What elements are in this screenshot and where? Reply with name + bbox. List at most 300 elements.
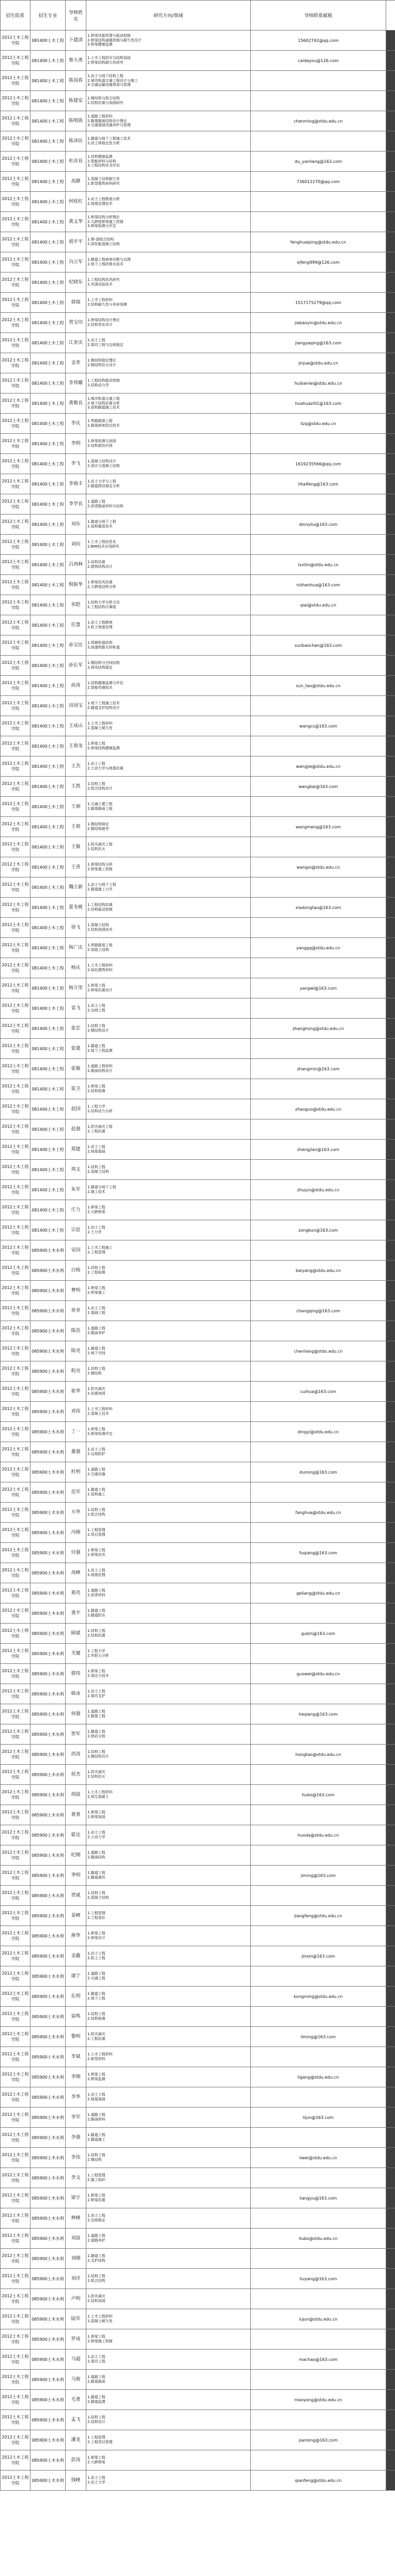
supervisor-cell: 马超 bbox=[66, 2350, 86, 2370]
table-row bbox=[1, 575, 395, 595]
email-cell[interactable]: heqiang@163.com bbox=[251, 1704, 386, 1724]
direction-line: 1.岩土与地下工程 bbox=[87, 883, 116, 887]
direction-line: 1.隧道工程病害诊断与治理 bbox=[87, 257, 131, 262]
note-cell bbox=[386, 1482, 395, 1503]
header-supervisor: 导师姓名 bbox=[66, 1, 86, 31]
unit-cell: 2012土木工程学院 bbox=[1, 797, 31, 817]
major-cell: 081400土木工程 bbox=[31, 555, 66, 575]
direction-line: 1.结构工程 bbox=[87, 782, 105, 786]
email-cell bbox=[251, 192, 386, 212]
note-cell bbox=[386, 1805, 395, 1825]
supervisor-cell: 范军 bbox=[66, 1482, 86, 1503]
major-cell: 085900土木水利 bbox=[31, 2471, 66, 2491]
major-cell: 081400土木工程 bbox=[31, 454, 66, 474]
email-cell bbox=[251, 1402, 386, 1422]
major-cell: 085900土木水利 bbox=[31, 2249, 66, 2269]
note-cell bbox=[386, 777, 395, 797]
supervisor-cell: 顾斌 bbox=[66, 1624, 86, 1644]
direction-line: 1.道路工程 bbox=[87, 1467, 105, 1472]
email-cell[interactable]: jiangfeng@stdu.edu.cn bbox=[251, 1906, 386, 1926]
direction-line: 2.桥梁抗风 bbox=[87, 1553, 105, 1557]
supervisor-cell: 张敏 bbox=[66, 1059, 86, 1079]
unit-cell: 2012土木工程学院 bbox=[1, 1281, 31, 1301]
supervisor-cell: 杜明 bbox=[66, 1462, 86, 1482]
email-cell[interactable]: ligang@stdu.edu.cn bbox=[251, 2067, 386, 2087]
major-cell: 081400土木工程 bbox=[31, 514, 66, 535]
email-cell[interactable]: 736012270@qq.com bbox=[251, 172, 386, 192]
email-cell[interactable]: dingyi@stdu.edu.cn bbox=[251, 1422, 386, 1442]
table-row bbox=[1, 212, 395, 232]
direction-cell bbox=[86, 31, 251, 51]
email-cell[interactable]: huibanlei@stdu.edu.cn bbox=[251, 373, 386, 393]
email-cell bbox=[251, 1966, 386, 1987]
direction-cell bbox=[86, 837, 251, 857]
major-cell: 081400土木工程 bbox=[31, 635, 66, 656]
direction-line: 1.土木工程防灾与结构加固 bbox=[87, 56, 131, 60]
direction-line: 2.工程造价 bbox=[87, 1916, 105, 1920]
unit-cell: 2012土木工程学院 bbox=[1, 474, 31, 494]
header-note bbox=[386, 1, 395, 31]
direction-line: 1.岩土工程 bbox=[87, 1689, 105, 1694]
note-cell bbox=[386, 555, 395, 575]
direction-line: 1.结构工程 bbox=[87, 1367, 105, 1371]
unit-cell: 2012土木工程学院 bbox=[1, 1321, 31, 1341]
email-cell bbox=[251, 1523, 386, 1543]
supervisor-cell: 张宏 bbox=[66, 1019, 86, 1039]
direction-line: 3.桥梁检测与评定 bbox=[87, 224, 116, 229]
direction-cell bbox=[86, 434, 251, 454]
email-cell[interactable]: chenliang@stdu.edu.cn bbox=[251, 1341, 386, 1361]
major-cell: 085900土木水利 bbox=[31, 1402, 66, 1422]
email-cell[interactable]: fuqiang@163.com bbox=[251, 1543, 386, 1563]
email-cell[interactable]: lizq@stdu.edu.cn bbox=[251, 414, 386, 434]
email-cell[interactable]: huahuazi01@163.com bbox=[251, 393, 386, 414]
direction-line: 2.工程检测 bbox=[87, 1270, 105, 1275]
table-row bbox=[1, 1341, 395, 1361]
email-cell[interactable]: lihaifeng@163.com bbox=[251, 474, 386, 494]
table-row bbox=[1, 1966, 395, 1987]
direction-line: 2.桥梁监测 bbox=[87, 2077, 105, 2081]
supervisor-cell: 张建 bbox=[66, 1039, 86, 1059]
supervisor-cell: 邓伟 bbox=[66, 1402, 86, 1422]
direction-line: 1.交通土建工程 bbox=[87, 802, 113, 807]
direction-cell bbox=[86, 2309, 251, 2329]
email-cell[interactable]: fanghua@stdu.edu.cn bbox=[251, 1503, 386, 1523]
note-cell bbox=[386, 1866, 395, 1886]
supervisor-cell: 陆军 bbox=[66, 2309, 86, 2329]
email-cell[interactable]: sunbaochen@163.com bbox=[251, 635, 386, 656]
major-cell: 081400土木工程 bbox=[31, 777, 66, 797]
unit-cell: 2012土木工程学院 bbox=[1, 2309, 31, 2329]
email-cell[interactable]: xiadongtao@163.com bbox=[251, 898, 386, 918]
table-row bbox=[1, 1220, 395, 1240]
table-row bbox=[1, 1059, 395, 1079]
note-cell bbox=[386, 535, 395, 555]
major-cell: 081400土木工程 bbox=[31, 494, 66, 514]
direction-line: 1.桥梁工程 bbox=[87, 1548, 105, 1553]
email-cell[interactable]: panlong@163.com bbox=[251, 2430, 386, 2450]
unit-cell: 2012土木工程学院 bbox=[1, 2471, 31, 2491]
note-cell bbox=[386, 192, 395, 212]
direction-line: 2.钢结构疲劳 bbox=[87, 827, 109, 831]
supervisor-cell: 冯刚 bbox=[66, 1523, 86, 1543]
direction-cell bbox=[86, 1180, 251, 1200]
email-cell[interactable]: wangcs@163.com bbox=[251, 716, 386, 736]
direction-line: 1.地下工程施工技术 bbox=[87, 701, 120, 706]
table-row bbox=[1, 51, 395, 71]
unit-cell: 2012土木工程学院 bbox=[1, 575, 31, 595]
email-cell[interactable]: jinxin@163.com bbox=[251, 1946, 386, 1966]
note-cell bbox=[386, 2430, 395, 2450]
email-cell[interactable]: 15602742@qq.com bbox=[251, 31, 386, 51]
email-cell[interactable]: xjfeng999@126.com bbox=[251, 252, 386, 272]
supervisor-cell: 葛亮 bbox=[66, 1583, 86, 1603]
direction-line: 1.工程结构抗震 bbox=[87, 903, 113, 907]
direction-line: 1.岩土工程 bbox=[87, 1225, 105, 1230]
email-cell[interactable]: yangwl@163.com bbox=[251, 978, 386, 998]
direction-line: 1.桥梁检测与加固 bbox=[87, 439, 116, 444]
unit-cell: 2012土木工程学院 bbox=[1, 1039, 31, 1059]
email-cell[interactable]: du_yanliang@163.com bbox=[251, 151, 386, 172]
email-cell[interactable]: jiangyaqing@163.com bbox=[251, 333, 386, 353]
direction-line: 1.隧道工程 bbox=[87, 1044, 105, 1049]
direction-line: 2.岩土力学 bbox=[87, 2480, 105, 2484]
note-cell bbox=[386, 1966, 395, 1987]
email-cell[interactable]: machao@163.com bbox=[251, 2350, 386, 2370]
unit-cell: 2012土木工程学院 bbox=[1, 232, 31, 252]
direction-line: 2.再生混凝土 bbox=[87, 1795, 109, 1799]
note-cell bbox=[386, 2289, 395, 2309]
email-cell[interactable]: cuihua@163.com bbox=[251, 1382, 386, 1402]
direction-cell bbox=[86, 2007, 251, 2027]
email-cell[interactable]: maoyong@stdu.edu.cn bbox=[251, 2390, 386, 2410]
unit-cell: 2012土木工程学院 bbox=[1, 252, 31, 272]
direction-cell bbox=[86, 1563, 251, 1583]
direction-line: 2.结构优化设计 bbox=[87, 323, 113, 327]
email-cell[interactable]: hongtao@stdu.edu.cn bbox=[251, 1745, 386, 1765]
email-cell[interactable]: baiyang@stdu.edu.cn bbox=[251, 1261, 386, 1281]
direction-line: 2.隧道施工力学 bbox=[87, 887, 113, 891]
email-cell[interactable]: wangkai@163.com bbox=[251, 777, 386, 797]
major-cell: 085900土木水利 bbox=[31, 1966, 66, 1987]
email-cell[interactable]: wangxi@stdu.edu.cn bbox=[251, 857, 386, 877]
unit-cell: 2012土木工程学院 bbox=[1, 1603, 31, 1624]
email-cell[interactable]: geliang@stdu.edu.cn bbox=[251, 1583, 386, 1603]
major-cell: 085900土木水利 bbox=[31, 1785, 66, 1805]
email-cell[interactable]: 1517175279@qq.com bbox=[251, 293, 386, 313]
note-cell bbox=[386, 1442, 395, 1462]
note-cell bbox=[386, 918, 395, 938]
direction-cell bbox=[86, 2148, 251, 2168]
email-cell[interactable]: fenghuaiping@stdu.edu.cn bbox=[251, 232, 386, 252]
major-cell: 085900土木水利 bbox=[31, 1644, 66, 1664]
direction-cell bbox=[86, 1745, 251, 1765]
table-row bbox=[1, 1563, 395, 1583]
major-cell: 081400土木工程 bbox=[31, 716, 66, 736]
email-cell bbox=[251, 837, 386, 857]
email-cell[interactable]: liubo@stdu.edu.cn bbox=[251, 2229, 386, 2249]
note-cell bbox=[386, 2027, 395, 2047]
direction-line: 1.土木工程材料 bbox=[87, 2052, 113, 2057]
supervisor-cell: 李强 bbox=[66, 2128, 86, 2148]
email-cell bbox=[251, 696, 386, 716]
note-cell bbox=[386, 252, 395, 272]
direction-line: 1.岩土工程 bbox=[87, 2355, 105, 2359]
email-cell[interactable]: jiabaoyin@stdu.edu.cn bbox=[251, 313, 386, 333]
supervisor-cell: 白杨 bbox=[66, 1261, 86, 1281]
email-cell[interactable]: chenming@stdu.edu.cn bbox=[251, 111, 386, 131]
unit-cell: 2012土木工程学院 bbox=[1, 2007, 31, 2027]
direction-line: 1.岩土工程勘察 bbox=[87, 620, 113, 625]
direction-line: 2.软土地基处理 bbox=[87, 625, 113, 629]
direction-line: 2.工程抗震 bbox=[87, 1129, 105, 1133]
direction-line: 2.组合结构设计 bbox=[87, 786, 113, 791]
direction-line: 1.防灾减灾 bbox=[87, 1387, 105, 1391]
direction-cell bbox=[86, 1523, 251, 1543]
email-cell[interactable]: changqing@163.com bbox=[251, 1301, 386, 1321]
email-cell[interactable]: jinjue@stdu.edu.cn bbox=[251, 353, 386, 373]
email-cell[interactable]: zhaoguo@stdu.edu.cn bbox=[251, 1099, 386, 1119]
email-cell[interactable]: zongkun@163.com bbox=[251, 1220, 386, 1240]
direction-cell bbox=[86, 71, 251, 91]
unit-cell: 2012土木工程学院 bbox=[1, 2027, 31, 2047]
direction-line: 1.桥梁工程 bbox=[87, 1084, 105, 1089]
supervisor-cell: 李斌 bbox=[66, 2047, 86, 2067]
unit-cell: 2012土木工程学院 bbox=[1, 938, 31, 958]
table-row bbox=[1, 1926, 395, 1946]
supervisor-cell: 王萌 bbox=[66, 817, 86, 837]
email-cell[interactable]: huoda@stdu.edu.cn bbox=[251, 1825, 386, 1845]
table-row bbox=[1, 2108, 395, 2128]
supervisor-cell: 刘刚 bbox=[66, 2249, 86, 2269]
direction-line: 2.智能材料与结构 bbox=[87, 159, 116, 163]
direction-cell bbox=[86, 2269, 251, 2289]
email-cell[interactable]: gubin@163.com bbox=[251, 1624, 386, 1644]
unit-cell: 2012土木工程学院 bbox=[1, 1704, 31, 1724]
major-cell: 085900土木水利 bbox=[31, 2329, 66, 2350]
unit-cell: 2012土木工程学院 bbox=[1, 1019, 31, 1039]
major-cell: 085900土木水利 bbox=[31, 1382, 66, 1402]
major-cell: 081400土木工程 bbox=[31, 1140, 66, 1160]
note-cell bbox=[386, 1664, 395, 1684]
email-cell[interactable]: zhangmin@163.com bbox=[251, 1059, 386, 1079]
note-cell bbox=[386, 1503, 395, 1523]
email-cell[interactable]: zhujun@stdu.edu.cn bbox=[251, 1180, 386, 1200]
major-cell: 085900土木水利 bbox=[31, 1866, 66, 1886]
direction-line: 2.工程抗震 bbox=[87, 2037, 105, 2041]
direction-line: 2.智能传感技术 bbox=[87, 686, 113, 690]
supervisor-cell: 曹明 bbox=[66, 1281, 86, 1301]
unit-cell: 2012土木工程学院 bbox=[1, 1180, 31, 1200]
note-cell bbox=[386, 1099, 395, 1119]
note-cell bbox=[386, 2269, 395, 2289]
direction-line: 1.钢-混组合结构 bbox=[87, 237, 114, 242]
direction-line: 2.工程管理 bbox=[87, 1250, 105, 1254]
unit-cell: 2012土木工程学院 bbox=[1, 1503, 31, 1523]
direction-line: 2.沥青材料 bbox=[87, 1593, 105, 1597]
email-cell[interactable]: qianfeng@stdu.edu.cn bbox=[251, 2471, 386, 2491]
email-cell[interactable]: lijun@163.com bbox=[251, 2108, 386, 2128]
email-cell[interactable]: hubo@163.com bbox=[251, 1785, 386, 1805]
unit-cell: 2012土木工程学院 bbox=[1, 1099, 31, 1119]
direction-line: 2.钢结构设计 bbox=[87, 1028, 109, 1033]
email-cell[interactable]: yanggq@stdu.edu.cn bbox=[251, 938, 386, 958]
major-cell: 081400土木工程 bbox=[31, 91, 66, 111]
supervisor-cell: 任慧 bbox=[66, 615, 86, 635]
supervisor-cell: 朱军 bbox=[66, 1180, 86, 1200]
supervisor-cell: 贺军 bbox=[66, 1724, 86, 1745]
direction-line: 1.岩土力学与工程 bbox=[87, 479, 116, 484]
supervisor-cell: 李明 bbox=[66, 434, 86, 454]
supervisor-cell: 钱峰 bbox=[66, 2471, 86, 2491]
supervisor-cell: 庄力 bbox=[66, 1200, 86, 1220]
major-cell: 085900土木水利 bbox=[31, 1240, 66, 1261]
note-cell bbox=[386, 514, 395, 535]
unit-cell: 2012土木工程学院 bbox=[1, 2067, 31, 2087]
table-row bbox=[1, 91, 395, 111]
major-cell: 085900土木水利 bbox=[31, 2390, 66, 2410]
table-row bbox=[1, 172, 395, 192]
note-cell bbox=[386, 2188, 395, 2208]
major-cell: 081400土木工程 bbox=[31, 696, 66, 716]
unit-cell: 2012土木工程学院 bbox=[1, 1866, 31, 1886]
supervisor-cell: 何强 bbox=[66, 1704, 86, 1724]
direction-line: 2.道路养护 bbox=[87, 2238, 105, 2242]
direction-cell bbox=[86, 131, 251, 151]
direction-line: 1.道路工程 bbox=[87, 2375, 105, 2380]
note-cell bbox=[386, 474, 395, 494]
table-row bbox=[1, 1886, 395, 1906]
email-cell bbox=[251, 2289, 386, 2309]
table-row bbox=[1, 474, 395, 494]
email-cell bbox=[251, 434, 386, 454]
direction-line: 1.桥梁风振机理与振动控制 bbox=[87, 34, 131, 38]
table-row bbox=[1, 1442, 395, 1462]
table-row bbox=[1, 2249, 395, 2269]
supervisor-cell: 罗成 bbox=[66, 2329, 86, 2350]
unit-cell: 2012土木工程学院 bbox=[1, 172, 31, 192]
table-row bbox=[1, 494, 395, 514]
direction-line: 2.盾构施工 bbox=[87, 1492, 105, 1496]
note-cell bbox=[386, 656, 395, 676]
email-cell[interactable]: liangyu@163.com bbox=[251, 2188, 386, 2208]
header-unit: 招生院系 bbox=[1, 1, 31, 31]
email-cell[interactable]: qiai@stdu.edu.cn bbox=[251, 595, 386, 615]
direction-line: 2.桥梁结构耐久性研究 bbox=[87, 60, 124, 65]
email-cell[interactable]: dinnyliu@163.com bbox=[251, 514, 386, 535]
direction-cell bbox=[86, 1160, 251, 1180]
table-row bbox=[1, 2410, 395, 2430]
direction-line: 1.结构工程 bbox=[87, 1629, 105, 1633]
email-cell[interactable]: lvxilin@stdu.edu.cn bbox=[251, 555, 386, 575]
table-row bbox=[1, 918, 395, 938]
supervisor-cell: 马骏 bbox=[66, 2370, 86, 2390]
direction-line: 2.围岩分级 bbox=[87, 1734, 105, 1738]
note-cell bbox=[386, 2148, 395, 2168]
email-cell[interactable]: liming@163.com bbox=[251, 2027, 386, 2047]
supervisor-cell: 姜峰 bbox=[66, 1906, 86, 1926]
table-row bbox=[1, 797, 395, 817]
email-cell[interactable]: lujun@stdu.edu.cn bbox=[251, 2309, 386, 2329]
table-row bbox=[1, 756, 395, 777]
unit-cell: 2012土木工程学院 bbox=[1, 31, 31, 51]
table-row bbox=[1, 1745, 395, 1765]
email-cell[interactable]: sun_tao@stdu.edu.cn bbox=[251, 676, 386, 696]
supervisor-cell: 王海龙 bbox=[66, 736, 86, 756]
email-cell[interactable]: caidayou@126.com bbox=[251, 51, 386, 71]
direction-cell bbox=[86, 918, 251, 938]
note-cell bbox=[386, 2329, 395, 2350]
email-cell[interactable]: duming@163.com bbox=[251, 1462, 386, 1482]
note-cell bbox=[386, 635, 395, 656]
note-cell bbox=[386, 898, 395, 918]
direction-line: 1.桥梁工程 bbox=[87, 2072, 105, 2077]
direction-line: 2.BIM技术应用研究 bbox=[87, 544, 119, 549]
unit-cell: 2012土木工程学院 bbox=[1, 2087, 31, 2108]
table-row bbox=[1, 1664, 395, 1684]
direction-cell bbox=[86, 2229, 251, 2249]
email-cell[interactable]: liuyang@163.com bbox=[251, 2269, 386, 2289]
direction-cell bbox=[86, 1140, 251, 1160]
table-row bbox=[1, 1261, 395, 1281]
unit-cell: 2012土木工程学院 bbox=[1, 1523, 31, 1543]
note-cell bbox=[386, 71, 395, 91]
email-cell[interactable]: liwei@stdu.edu.cn bbox=[251, 2148, 386, 2168]
email-cell[interactable]: 1619235566@qq.com bbox=[251, 454, 386, 474]
table-row bbox=[1, 1382, 395, 1402]
note-cell bbox=[386, 1583, 395, 1603]
direction-line: 2.城市轨道交通工程设计与施工 bbox=[87, 78, 138, 83]
major-cell: 081400土木工程 bbox=[31, 615, 66, 635]
email-cell bbox=[251, 1321, 386, 1341]
email-cell[interactable]: wangjie@stdu.edu.cn bbox=[251, 756, 386, 777]
email-cell[interactable]: zhanghong@stdu.edu.cn bbox=[251, 1019, 386, 1039]
unit-cell: 2012土木工程学院 bbox=[1, 2229, 31, 2249]
email-cell bbox=[251, 958, 386, 978]
direction-line: 1.隧道工程 bbox=[87, 1609, 105, 1613]
direction-cell bbox=[86, 1079, 251, 1099]
table-row bbox=[1, 1200, 395, 1220]
email-cell bbox=[251, 535, 386, 555]
email-cell[interactable]: guowei@stdu.edu.cn bbox=[251, 1664, 386, 1684]
email-cell[interactable]: wangmeng@163.com bbox=[251, 817, 386, 837]
direction-line: 1.钢结构与空间结构 bbox=[87, 661, 120, 665]
email-cell[interactable]: jiming@163.com bbox=[251, 1866, 386, 1886]
supervisor-cell: 黄敬良 bbox=[66, 393, 86, 414]
unit-cell: 2012土木工程学院 bbox=[1, 1624, 31, 1644]
supervisor-cell: 蒋华 bbox=[66, 1926, 86, 1946]
email-cell[interactable]: kongming@stdu.edu.cn bbox=[251, 1987, 386, 2007]
major-cell: 085900土木水利 bbox=[31, 2188, 66, 2208]
table-row bbox=[1, 454, 395, 474]
direction-cell bbox=[86, 1684, 251, 1704]
direction-line: 2.预应力混凝土结构 bbox=[87, 464, 120, 468]
email-cell[interactable]: zhengjian@163.com bbox=[251, 1140, 386, 1160]
unit-cell: 2012土木工程学院 bbox=[1, 2148, 31, 2168]
email-cell bbox=[251, 2410, 386, 2430]
supervisor-cell: 韩冰 bbox=[66, 1684, 86, 1704]
email-cell[interactable]: nizhenhua@163.com bbox=[251, 575, 386, 595]
email-cell bbox=[251, 1482, 386, 1503]
note-cell bbox=[386, 1160, 395, 1180]
supervisor-cell: 方华 bbox=[66, 1503, 86, 1523]
table-row bbox=[1, 2390, 395, 2410]
unit-cell: 2012土木工程学院 bbox=[1, 2188, 31, 2208]
note-cell bbox=[386, 978, 395, 998]
major-cell: 085900土木水利 bbox=[31, 1664, 66, 1684]
direction-line: 2.结构抗震 bbox=[87, 1633, 105, 1638]
direction-line: 2.组合结构 bbox=[87, 2279, 105, 2283]
